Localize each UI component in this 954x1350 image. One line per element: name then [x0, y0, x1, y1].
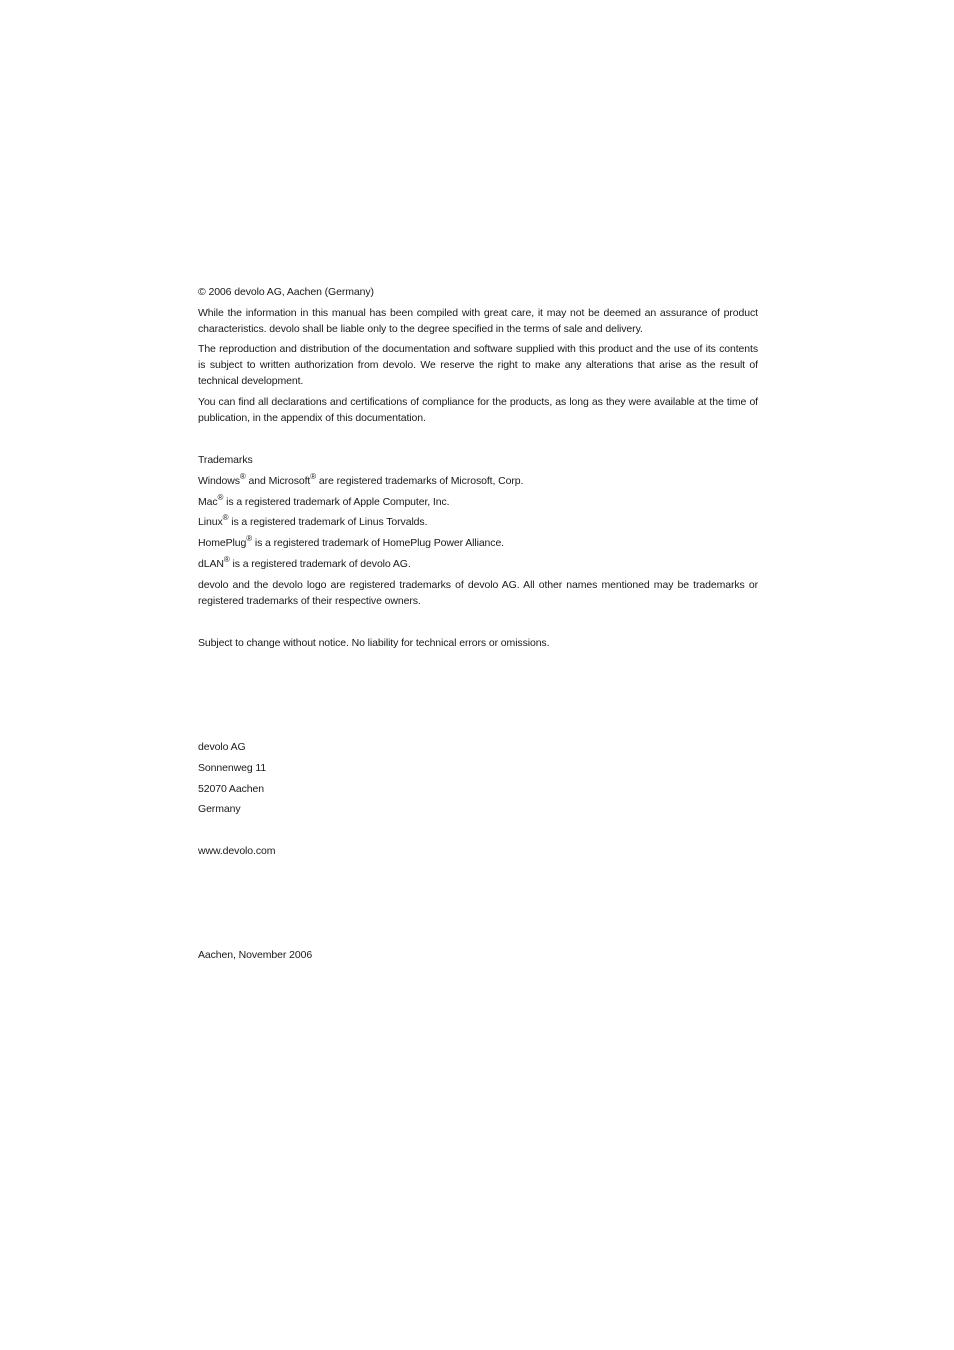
trademark-mac-name: Mac	[198, 496, 218, 508]
trademark-windows-name: Windows	[198, 475, 240, 487]
trademark-linux-text: is a registered trademark of Linus Torvalds.	[228, 516, 428, 528]
registered-symbol: ®	[239, 471, 246, 481]
place-date: Aachen, November 2006	[198, 949, 313, 961]
registered-symbol: ®	[223, 554, 230, 564]
registered-symbol: ®	[310, 471, 317, 481]
trademark-homeplug-name: HomePlug	[198, 537, 247, 549]
trademark-homeplug-text: is a registered trademark of HomePlug Power Alliance.	[252, 537, 504, 549]
trademark-microsoft-name: Microsoft	[268, 475, 311, 487]
website-url: www.devolo.com	[198, 845, 276, 857]
address-company: devolo AG	[198, 741, 246, 753]
disclaimer-paragraph-compliance: You can find all declarations and certifications of compliance for the products, as long as they were available at the time of publication, in the appendix of this documentation.	[198, 396, 758, 424]
trademark-homeplug-line	[198, 535, 504, 551]
trademark-linux-line	[198, 514, 427, 530]
registered-symbol: ®	[246, 533, 253, 543]
address-street: Sonnenweg 11	[198, 762, 267, 774]
disclaimer-paragraph-care: While the information in this manual has been compiled with great care, it may not be deemed an assurance of product characteristics. devolo shall be liable only to the degree specified in the terms of sale and delivery.	[198, 307, 758, 335]
trademark-dlan-name: dLAN	[198, 558, 224, 570]
trademark-windows-text: are registered trademarks of Microsoft, Corp.	[316, 475, 524, 487]
change-notice: Subject to change without notice. No liability for technical errors or omissions.	[198, 637, 550, 649]
document-page	[198, 0, 758, 1350]
registered-symbol: ®	[222, 512, 229, 522]
trademark-devolo-statement: devolo and the devolo logo are registered trademarks of devolo AG. All other names mentioned may be trademarks or registered trademarks of their respective owners.	[198, 579, 758, 607]
trademark-mac-text: is a registered trademark of Apple Computer, Inc.	[223, 496, 450, 508]
copyright-line: © 2006 devolo AG, Aachen (Germany)	[198, 286, 374, 298]
trademarks-heading: Trademarks	[198, 454, 253, 466]
address-country: Germany	[198, 803, 241, 815]
registered-symbol: ®	[217, 492, 224, 502]
trademark-linux-name: Linux	[198, 516, 223, 528]
trademark-dlan-text: is a registered trademark of devolo AG.	[229, 558, 411, 570]
trademark-windows-line	[198, 473, 523, 489]
disclaimer-paragraph-reproduction: The reproduction and distribution of the documentation and software supplied with this product and the use of its contents is subject to written authorization from devolo. We reserve the right to make any alterations that arise as the result of technical development.	[198, 343, 758, 387]
trademark-mac-line	[198, 494, 449, 510]
address-city: 52070 Aachen	[198, 783, 264, 795]
trademark-dlan-line	[198, 556, 411, 572]
trademark-windows-and: and	[245, 475, 269, 487]
